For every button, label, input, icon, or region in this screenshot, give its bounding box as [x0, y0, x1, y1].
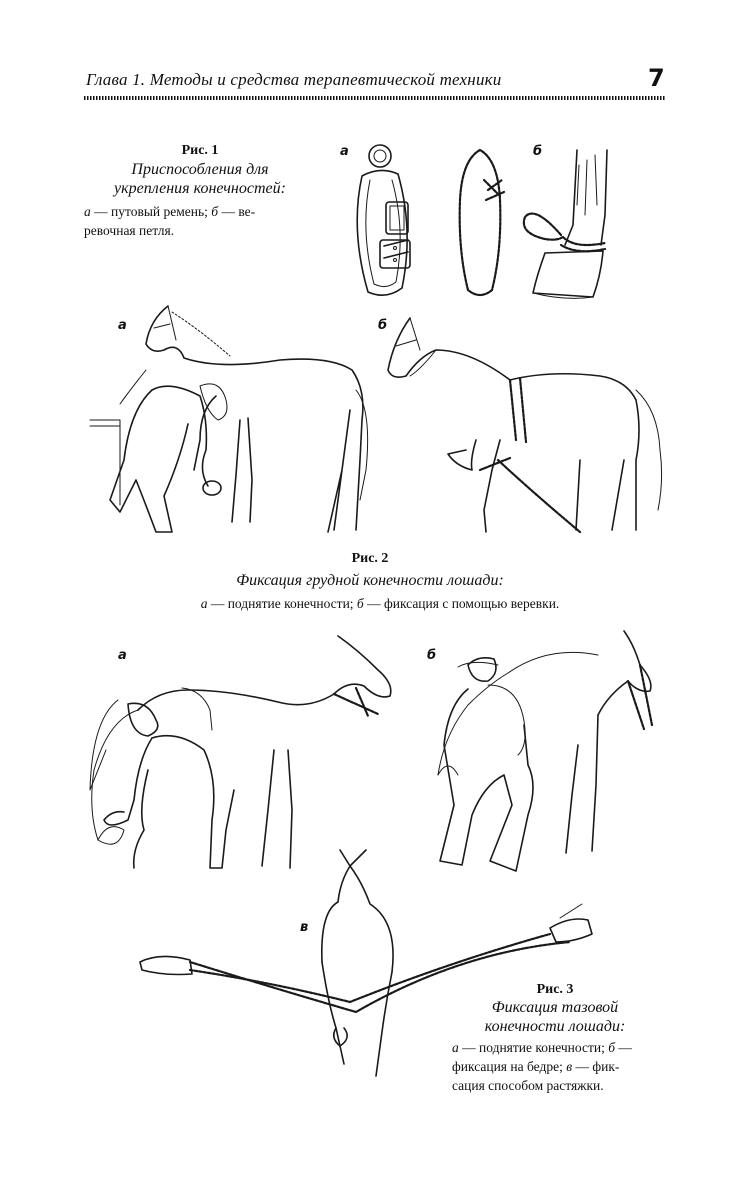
fig3-legend-a-letter: а [452, 1040, 459, 1055]
fig2a-lifting-front-leg-illustration [80, 300, 370, 550]
fig3-label-b: б [427, 648, 437, 663]
fig3-legend-c-text: — фик- [572, 1059, 620, 1074]
fig2b-rope-fixation-illustration [380, 310, 680, 540]
fig1-legend-b-text: — ве- [218, 204, 256, 219]
fig3-legend-line3: сация способом растяжки. [452, 1078, 604, 1093]
fig2-label-b: б [378, 318, 388, 333]
rope-loop-illustration [450, 140, 520, 300]
fig1-title: Рис. 1 [181, 143, 219, 158]
fig1-legend-line2: ревочная петля. [84, 223, 175, 238]
fig1-label-b: б [533, 144, 543, 159]
fig3-caption-line1: Фиксация тазовой [491, 999, 619, 1016]
hoof-with-loop-illustration [515, 145, 625, 305]
fig2-title: Рис. 2 [351, 551, 389, 566]
fig3-legend-line2-text: фиксация на бедре; [452, 1059, 567, 1074]
fig1-legend [84, 202, 314, 240]
fig1-legend-a-text: — путовый ремень; [90, 204, 212, 219]
fig1-caption-line1: Приспособления для [131, 161, 269, 178]
fig3-title: Рис. 3 [536, 982, 574, 997]
fig3-legend-c-letter: в [566, 1059, 573, 1074]
fig1-caption [88, 160, 312, 198]
running-header: Глава 1. Методы и средства терапевтической техники [86, 70, 502, 89]
fig2-caption: Фиксация грудной конечности лошади: [236, 572, 504, 589]
fig3-legend-a-text: — поднятие конечности; [458, 1040, 609, 1055]
fig3-label-a: а [118, 648, 127, 663]
hobble-strap-illustration [340, 140, 420, 300]
fig3-legend-b-text: — [615, 1040, 632, 1055]
fig2-legend [140, 594, 620, 613]
fig1-legend-b-letter: б [211, 204, 219, 219]
header-rule [84, 96, 666, 100]
page-number: 7 [648, 64, 665, 92]
fig3-caption-line2: конечности лошади: [484, 1018, 626, 1035]
fig2-label-a: а [118, 318, 127, 333]
fig3-caption [450, 998, 660, 1036]
fig3-legend-b-letter: б [608, 1040, 616, 1055]
fig1-label-a: а [340, 144, 349, 159]
fig1-caption-line2: укрепления конечностей: [114, 180, 286, 197]
fig2-legend-a-letter: а [200, 596, 208, 611]
fig2-legend-b-text: — фиксация с помощью веревки. [363, 596, 560, 611]
fig3-label-c: в [300, 920, 309, 935]
fig1-legend-a-letter: а [84, 204, 91, 219]
fig2-legend-b-letter: б [356, 596, 364, 611]
fig2-legend-a-text: — поднятие конечности; [207, 596, 357, 611]
fig3-legend [452, 1038, 672, 1095]
